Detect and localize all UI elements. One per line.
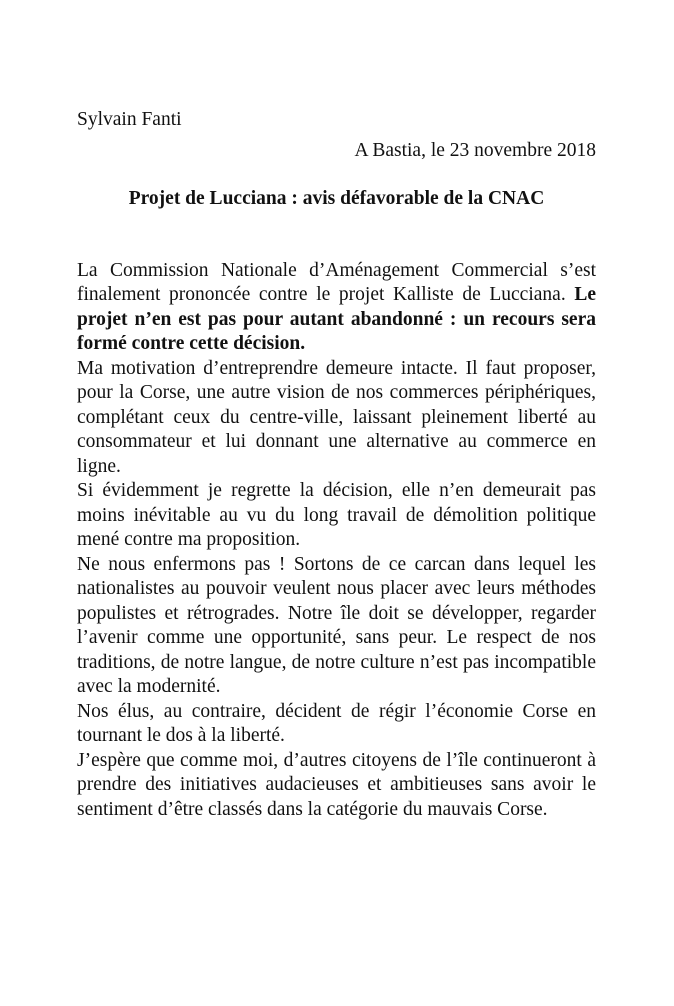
page-title: Projet de Lucciana : avis défavorable de la CNAC (128, 188, 545, 209)
paragraph-3: Si évidemment je regrette la décision, elle n’en demeurait pas moins inévitable au vu du long travail de démolition politique mené contre ma proposition. (77, 480, 596, 550)
document-content (77, 0, 596, 822)
paragraph-1-emphasis: Le projet n’en est pas pour autant abandonné : un recours sera formé contre cette décision. (77, 284, 596, 354)
paragraph-5: Nos élus, au contraire, décident de régir l’économie Corse en tournant le dos à la liberté. (77, 700, 596, 746)
paragraph-1-lead: La Commission Nationale d’Aménagement Commercial s’est finalement prononcée contre le projet Kalliste de Lucciana. (77, 259, 596, 305)
letter-body (77, 259, 596, 823)
date-line: A Bastia, le 23 novembre 2018 (354, 139, 596, 161)
paragraph-4: Ne nous enfermons pas ! Sortons de ce carcan dans lequel les nationalistes au pouvoir veulent nous placer avec leurs méthodes populistes et rétrogrades. Notre île doit se développer, regarder l’avenir comme une opportunité, sans peur. Le respect de nos traditions, de notre langue, de notre culture n’est pas incompatible avec la modernité. (77, 553, 596, 697)
paragraph-1 (77, 259, 596, 357)
paragraph-2: Ma motivation d’entreprendre demeure intacte. Il faut proposer, pour la Corse, une autre vision de nos commerces périphériques, complétant ceux du centre-ville, laissant pleinement liberté au consommateur et lui donnant une alternative au commerce en ligne. (77, 357, 596, 477)
sender-name: Sylvain Fanti (77, 109, 182, 130)
paragraph-6: J’espère que comme moi, d’autres citoyens de l’île continueront à prendre des initiatives audacieuses et ambitieuses sans avoir le sentiment d’être classés dans la catégorie du mauvais Corse. (77, 749, 596, 820)
